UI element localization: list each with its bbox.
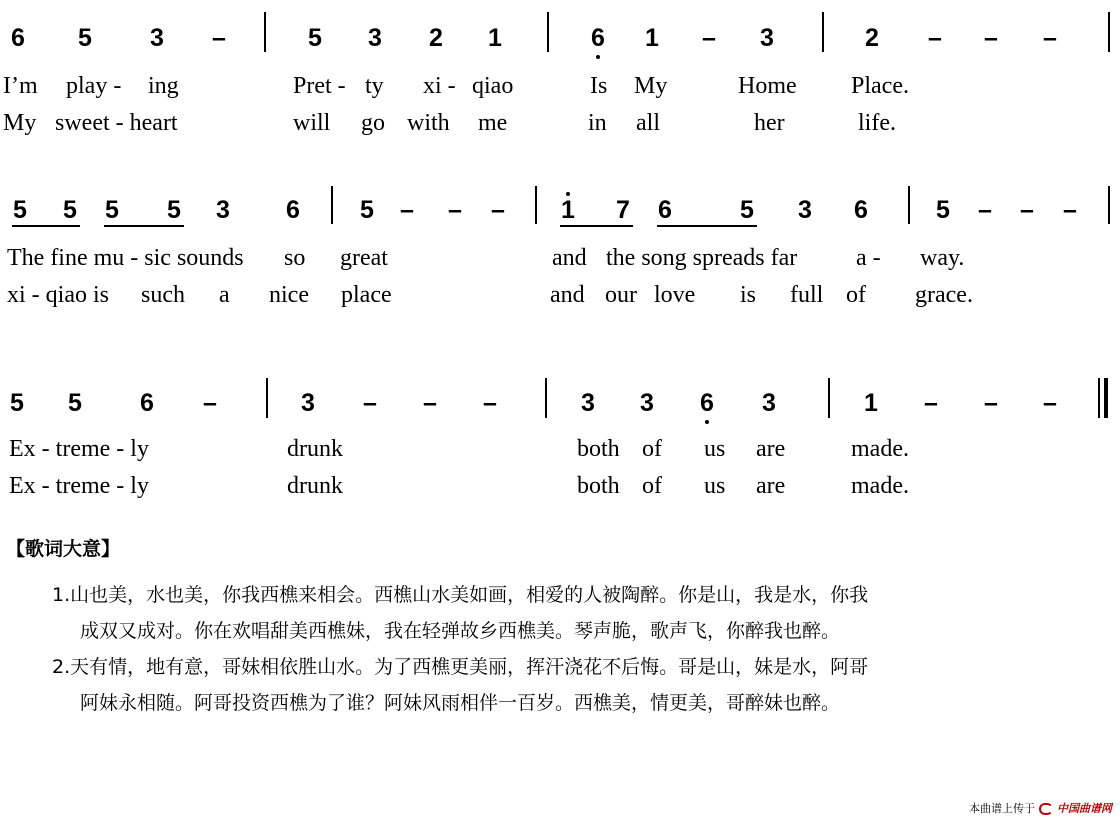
note-digit: 1 <box>561 196 575 224</box>
note-digit: – <box>363 389 377 417</box>
end-bar-line <box>1108 12 1110 52</box>
low-octave-dot <box>596 55 600 59</box>
note-digit: 3 <box>368 24 382 52</box>
lyric-syllable: full <box>790 282 824 308</box>
note-digit: – <box>423 389 437 417</box>
eighth-note-underline <box>12 225 80 227</box>
lyric-syllable: Ex - treme - ly <box>9 436 149 462</box>
eighth-note-underline <box>657 225 757 227</box>
note-digit: 2 <box>429 24 443 52</box>
lyric-syllable: both <box>577 473 620 499</box>
lyric-syllable: I’m <box>3 73 38 99</box>
translation-line: 2.天有情，地有意，哥妹相依胜山水。为了西樵更美丽，挥汗浇花不后悔。哥是山，妹是水，阿哥 <box>52 656 869 678</box>
lyric-syllable: Place. <box>851 73 909 99</box>
note-digit: 3 <box>640 389 654 417</box>
note-digit: 3 <box>216 196 230 224</box>
final-bar-thin-line <box>1098 378 1100 418</box>
note-digit: 3 <box>762 389 776 417</box>
note-digit: – <box>702 24 716 52</box>
note-digit: – <box>984 389 998 417</box>
note-digit: – <box>212 24 226 52</box>
note-digit: 3 <box>301 389 315 417</box>
note-digit: – <box>448 196 462 224</box>
lyric-syllable: ty <box>365 73 384 99</box>
lyric-syllable: and <box>550 282 585 308</box>
note-digit: – <box>978 196 992 224</box>
note-digit: 1 <box>645 24 659 52</box>
bar-line <box>547 12 549 52</box>
bar-line <box>822 12 824 52</box>
upload-label: 本曲谱上传于 <box>969 802 1035 815</box>
lyric-syllable: Pret - <box>293 73 346 99</box>
lyric-syllable: so <box>284 245 306 271</box>
note-digit: 5 <box>10 389 24 417</box>
lyric-syllable: The fine mu - sic sounds <box>7 245 244 271</box>
lyric-syllable: a - <box>856 245 881 271</box>
note-digit: 5 <box>105 196 119 224</box>
lyric-syllable: all <box>636 110 660 136</box>
lyric-syllable: of <box>642 473 662 499</box>
site-logo-icon <box>1039 803 1053 815</box>
note-digit: 5 <box>360 196 374 224</box>
lyric-syllable: us <box>704 473 726 499</box>
note-digit: 3 <box>150 24 164 52</box>
note-digit: 3 <box>760 24 774 52</box>
low-octave-dot <box>705 420 709 424</box>
lyric-syllable: drunk <box>287 473 343 499</box>
lyric-syllable: xi - <box>423 73 456 99</box>
note-digit: 1 <box>488 24 502 52</box>
note-digit: 3 <box>798 196 812 224</box>
note-digit: 5 <box>740 196 754 224</box>
end-bar-line <box>1108 186 1110 224</box>
lyric-syllable: are <box>756 473 786 499</box>
lyric-syllable: us <box>704 436 726 462</box>
note-digit: – <box>1063 196 1077 224</box>
final-bar-line <box>1104 378 1108 418</box>
note-digit: 6 <box>140 389 154 417</box>
note-digit: – <box>928 24 942 52</box>
lyric-syllable: xi - qiao is <box>7 282 109 308</box>
note-digit: 5 <box>308 24 322 52</box>
lyric-syllable: made. <box>851 436 909 462</box>
bar-line <box>331 186 333 224</box>
lyric-syllable: both <box>577 436 620 462</box>
eighth-note-underline <box>560 225 633 227</box>
note-digit: – <box>1043 389 1057 417</box>
note-digit: 5 <box>936 196 950 224</box>
lyric-syllable: great <box>340 245 388 271</box>
lyric-syllable: her <box>754 110 785 136</box>
note-digit: – <box>491 196 505 224</box>
lyric-syllable: life. <box>858 110 896 136</box>
translation-line: 阿妹永相随。阿哥投资西樵为了谁？阿妹风雨相伴一百岁。西樵美，情更美，哥醉妹也醉。 <box>80 692 841 714</box>
lyrics-meaning-heading: 【歌词大意】 <box>6 538 121 560</box>
lyric-syllable: nice <box>269 282 309 308</box>
lyric-syllable: Ex - treme - ly <box>9 473 149 499</box>
note-digit: 5 <box>68 389 82 417</box>
bar-line <box>264 12 266 52</box>
lyric-syllable: with <box>407 110 450 136</box>
note-digit: 6 <box>700 389 714 417</box>
lyric-syllable: of <box>642 436 662 462</box>
lyric-syllable: drunk <box>287 436 343 462</box>
lyric-syllable: in <box>588 110 607 136</box>
bar-line <box>828 378 830 418</box>
note-digit: 3 <box>581 389 595 417</box>
lyric-syllable: our <box>605 282 637 308</box>
lyric-syllable: and <box>552 245 587 271</box>
note-digit: 5 <box>13 196 27 224</box>
lyric-syllable: qiao <box>472 73 514 99</box>
upload-footer <box>969 801 1112 817</box>
bar-line <box>266 378 268 418</box>
lyric-syllable: are <box>756 436 786 462</box>
note-digit: 5 <box>78 24 92 52</box>
note-digit: – <box>984 24 998 52</box>
lyric-syllable: made. <box>851 473 909 499</box>
lyric-syllable: grace. <box>915 282 973 308</box>
translation-line: 成双又成对。你在欢唱甜美西樵妹，我在轻弹故乡西樵美。琴声脆，歌声飞，你醉我也醉。 <box>80 620 841 642</box>
lyric-syllable: such <box>141 282 185 308</box>
lyric-syllable: ing <box>148 73 179 99</box>
lyric-syllable: go <box>361 110 385 136</box>
note-digit: 5 <box>167 196 181 224</box>
eighth-note-underline <box>104 225 184 227</box>
note-digit: 6 <box>658 196 672 224</box>
lyric-syllable: My <box>634 73 668 99</box>
high-octave-dot <box>566 192 570 196</box>
bar-line <box>535 186 537 224</box>
note-digit: – <box>203 389 217 417</box>
note-digit: – <box>924 389 938 417</box>
note-digit: – <box>400 196 414 224</box>
lyric-syllable: is <box>740 282 757 308</box>
bar-line <box>908 186 910 224</box>
note-digit: 6 <box>11 24 25 52</box>
bar-line <box>545 378 547 418</box>
note-digit: – <box>483 389 497 417</box>
note-digit: 6 <box>286 196 300 224</box>
lyric-syllable: a <box>219 282 230 308</box>
note-digit: – <box>1043 24 1057 52</box>
lyric-syllable: the song spreads far <box>606 245 798 271</box>
lyric-syllable: place <box>341 282 392 308</box>
lyric-syllable: love <box>654 282 696 308</box>
lyric-syllable: me <box>478 110 508 136</box>
lyric-syllable: My <box>3 110 37 136</box>
note-digit: 7 <box>616 196 630 224</box>
lyric-syllable: Is <box>590 73 608 99</box>
lyric-syllable: of <box>846 282 866 308</box>
note-digit: 5 <box>63 196 77 224</box>
lyric-syllable: will <box>293 110 331 136</box>
note-digit: 2 <box>865 24 879 52</box>
translation-line: 1.山也美，水也美，你我西樵来相会。西樵山水美如画，相爱的人被陶醉。你是山，我是水，你我 <box>52 584 869 606</box>
note-digit: 6 <box>854 196 868 224</box>
lyric-syllable: Home <box>738 73 797 99</box>
lyric-syllable: way. <box>920 245 965 271</box>
note-digit: 6 <box>591 24 605 52</box>
site-name: 中国曲谱网 <box>1057 802 1112 815</box>
note-digit: – <box>1020 196 1034 224</box>
lyric-syllable: play - <box>66 73 122 99</box>
note-digit: 1 <box>864 389 878 417</box>
lyric-syllable: sweet - heart <box>55 110 178 136</box>
